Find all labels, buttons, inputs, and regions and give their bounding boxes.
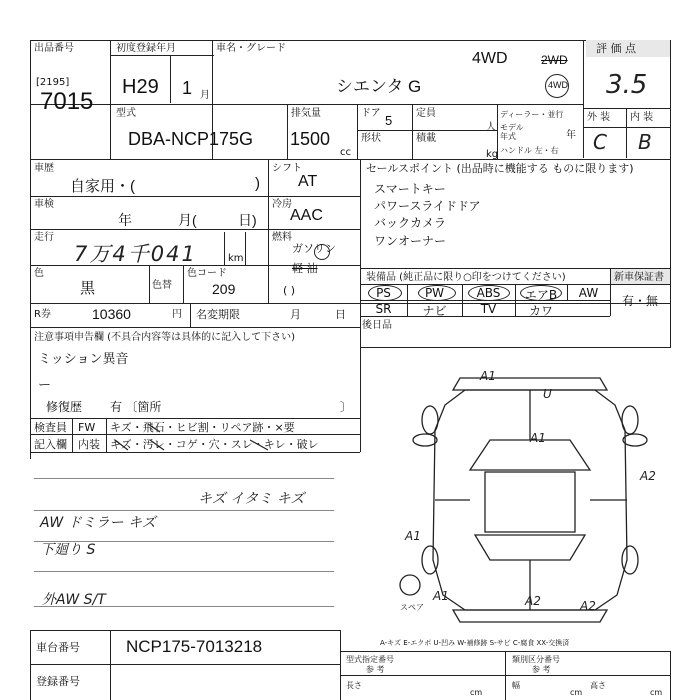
rule	[360, 316, 610, 317]
equip-cell: AW	[578, 286, 599, 300]
sales-item: スマートキー	[374, 182, 446, 196]
inspector-label2: 記入欄	[34, 438, 67, 451]
month: 1	[182, 78, 193, 98]
unit-cm: cm	[570, 688, 583, 697]
rule	[268, 159, 269, 303]
repair-value: 有 〔箇所	[110, 400, 162, 414]
unit-cm: cm	[470, 688, 483, 697]
rule	[183, 265, 184, 303]
rule	[30, 664, 340, 665]
class-label: 類別区分番号	[512, 655, 560, 664]
reg-label: 登録番号	[36, 675, 80, 688]
sales-item: パワースライドドア	[374, 199, 481, 213]
rule	[340, 630, 341, 700]
drive: 4WD	[472, 50, 508, 67]
notes-line1: ミッション異音	[38, 351, 129, 366]
fuel-label: 燃料	[272, 232, 292, 243]
drive-circled: 4WD	[548, 80, 568, 90]
chassis-value: NCP175-7013218	[126, 637, 263, 656]
note4: 外AW S/T	[42, 592, 106, 608]
vehicle-diagram	[395, 360, 680, 630]
equip-circle	[520, 285, 562, 301]
name-change-month: 月	[290, 308, 301, 321]
rule	[30, 196, 360, 197]
doors-value: 5	[385, 113, 393, 128]
disp-label: 排気量	[291, 108, 321, 119]
inspector-nw: 内装	[78, 438, 100, 451]
model-name: シエンタ G	[336, 77, 422, 96]
diagram-mark: A1	[530, 431, 546, 445]
rule	[30, 159, 670, 160]
chassis-label: 車台番号	[36, 641, 80, 654]
load-label: 積載	[416, 133, 436, 144]
era-year: H29	[122, 76, 159, 98]
fuel-circle	[314, 244, 330, 260]
rule	[110, 630, 111, 700]
ext-grade: C	[593, 130, 607, 154]
doors-label: ドア	[361, 108, 381, 119]
diagram-mark: A2	[525, 594, 541, 608]
equip-cell: エアB	[524, 288, 558, 302]
rule	[505, 651, 506, 700]
rule	[110, 40, 111, 160]
note1: キズ イタミ キズ	[198, 491, 305, 507]
inspector-row1: キズ・飛石・ヒビ割・リペア跡・×要	[110, 421, 295, 434]
rule	[360, 418, 361, 452]
rule	[670, 159, 671, 348]
rear-seat-label: 後日品	[362, 320, 392, 331]
repair-label: 修復歴	[46, 400, 83, 414]
rule	[72, 418, 73, 452]
diagram-mark: U	[543, 387, 552, 401]
month-unit: 月	[200, 90, 210, 101]
diagram-mark: A2	[640, 469, 656, 483]
cooling-value: AAC	[290, 207, 323, 224]
equip-circle	[418, 285, 456, 301]
load-unit: kg	[486, 149, 499, 160]
size-label: 高さ	[590, 681, 606, 690]
rule	[30, 327, 360, 328]
equip-cell: PS	[376, 286, 391, 300]
equip-cell: ナビ	[422, 304, 447, 318]
history-close: )	[255, 175, 260, 192]
recycle-label: R券	[34, 309, 51, 320]
lot-label: 出品番号	[34, 43, 74, 54]
inspector-checks	[100, 418, 360, 452]
model-spec-sub: 参 考	[366, 665, 385, 674]
name-change-label: 名変期限	[196, 308, 240, 321]
inspector-fw: FW	[78, 421, 96, 434]
recycle-value: 10360	[92, 306, 131, 322]
mileage-unit: km	[228, 253, 244, 264]
history-label: 車歴	[34, 163, 54, 174]
lot-number: 7015	[40, 88, 94, 115]
model-year-label: モデル 年式	[500, 123, 524, 141]
ext-label: 外 装	[587, 112, 611, 123]
model-grade-label: 車名・グレード	[216, 43, 286, 54]
rule	[245, 232, 246, 265]
rule	[190, 303, 191, 327]
sales-item: バックカメラ	[374, 216, 447, 230]
rule	[357, 104, 358, 159]
color-value: 黒	[80, 280, 96, 297]
rule	[224, 232, 225, 265]
rule	[30, 303, 670, 304]
rule	[626, 108, 627, 158]
equip-cell: SR	[375, 302, 392, 316]
inspection-month: 月(	[178, 212, 197, 228]
disp-value: 1500	[290, 129, 331, 149]
equipment-title: 装備品 (純正品に限り○印をつけてください)	[366, 272, 566, 283]
rule	[110, 104, 583, 105]
dealer-label: ディーラー・並行	[500, 110, 564, 119]
lot-sub: [2195]	[36, 77, 70, 88]
score-label: 評 価 点	[596, 42, 636, 55]
equip-cell: ABS	[476, 286, 501, 300]
model-spec-label: 型式指定番号	[346, 655, 394, 664]
int-grade: B	[638, 130, 652, 154]
writing-rule	[34, 571, 334, 572]
type-label: 型式	[116, 108, 136, 119]
rule	[30, 630, 340, 631]
inspection-label: 車検	[34, 199, 54, 210]
rule	[149, 265, 150, 303]
fuel-alt: 軽 油	[292, 262, 318, 275]
rule	[583, 40, 584, 158]
type-value: DBA-NCP175G	[128, 129, 254, 149]
mileage-label: 走行	[34, 232, 54, 243]
cap-unit: 人	[486, 122, 496, 133]
diagram-mark: A1	[405, 529, 421, 543]
color-code-value: 209	[212, 281, 236, 297]
disp-unit: cc	[340, 147, 351, 158]
shift-value: AT	[298, 173, 318, 190]
equip-cell: PW	[424, 286, 445, 300]
equip-cell: TV	[480, 302, 497, 316]
inspection-year: 年	[118, 212, 132, 228]
handle-label: ハンドル 左・右	[500, 146, 559, 155]
name-change-day: 日	[335, 308, 346, 321]
drive-alt: 2WD	[541, 53, 568, 67]
legend: A-キズ E-エクボ U-凹み W-補修跡 S-サビ C-腐食 XX-交換済	[380, 639, 570, 647]
cap-label: 定員	[416, 108, 436, 119]
inspector-row2: キズ・汚レ・コゲ・穴・スレ・キレ・破レ	[110, 438, 319, 451]
equip-cell: カワ	[528, 304, 553, 318]
score: 3.5	[606, 70, 648, 100]
shift-label: シフト	[272, 163, 302, 174]
sales-item: ワンオーナー	[374, 234, 447, 248]
diagram-mark: A2	[580, 599, 596, 613]
rule	[360, 347, 670, 348]
writing-rule	[34, 478, 334, 479]
rule	[170, 55, 171, 103]
repair-close: 〕	[340, 400, 353, 414]
rule	[287, 104, 288, 159]
color-code-label: 色コード	[187, 268, 227, 279]
inspection-day: 日)	[238, 212, 257, 228]
equip-circle	[368, 285, 402, 301]
new-car-value: 有・無	[622, 294, 659, 308]
cooling-label: 冷房	[272, 199, 292, 210]
note2: AW ドミラー キズ	[40, 515, 156, 531]
rule	[30, 630, 31, 700]
color-no-label: 色替	[152, 280, 172, 291]
unit-cm: cm	[650, 688, 663, 697]
rule	[30, 159, 31, 459]
shape-label: 形状	[361, 133, 381, 144]
rule	[30, 40, 31, 160]
size-label: 長さ	[346, 681, 362, 690]
equip-circle	[468, 285, 510, 301]
note3: 下廻り S	[40, 542, 96, 558]
size-label: 幅	[512, 681, 520, 690]
notes-line2: ー	[38, 377, 52, 392]
diagram-mark: A1	[480, 369, 496, 383]
year-unit: 年	[566, 130, 576, 141]
history-value: 自家用・(	[70, 178, 135, 195]
inspector-label1: 検査員	[34, 421, 67, 434]
rule	[357, 130, 497, 131]
fuel-value: ガソリン	[292, 242, 336, 255]
rule	[670, 651, 671, 700]
mileage-value: 7万4千041	[74, 242, 197, 266]
rule	[30, 452, 360, 453]
rule	[670, 40, 671, 160]
fuel-paren: ( )	[283, 284, 296, 297]
spare-label: スペア	[400, 603, 424, 612]
notes-title: 注意事項申告欄 (不具合内容等は具体的に記入して下さい)	[34, 332, 295, 343]
new-car-label: 新車保証書	[614, 272, 664, 283]
int-label: 内 装	[630, 112, 654, 123]
recycle-unit: 円	[172, 309, 182, 320]
class-sub: 参 考	[532, 665, 551, 674]
diagram-mark: A1	[433, 589, 449, 603]
color-label: 色	[34, 268, 44, 279]
rule	[412, 104, 413, 159]
sales-title: セールスポイント (出品時に機能する ものに限ります)	[366, 162, 634, 175]
rule	[110, 55, 214, 56]
first-reg-label: 初度登録年月	[116, 43, 176, 54]
rule	[30, 40, 670, 41]
